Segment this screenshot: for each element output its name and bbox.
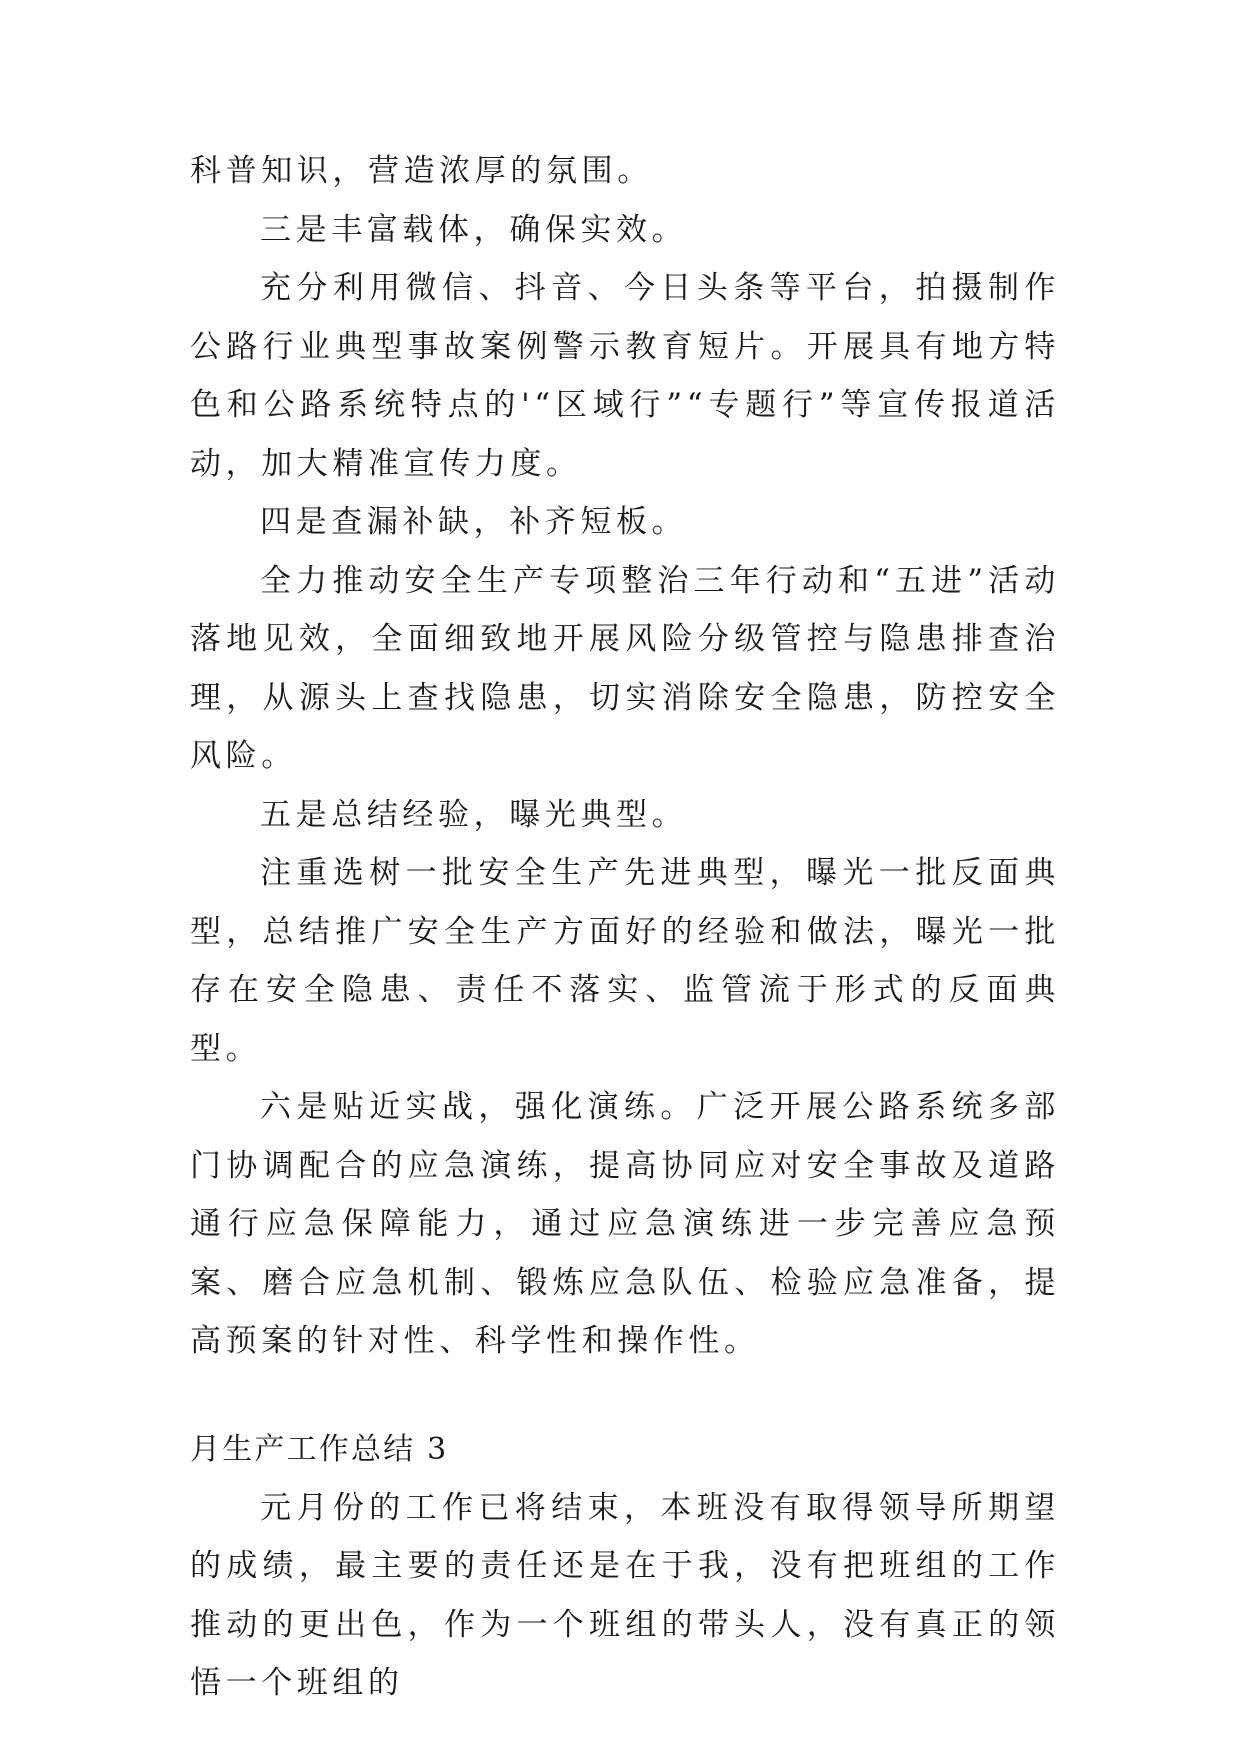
document-page <box>190 142 1060 1713</box>
heading-point-three: 三是丰富载体，确保实效。 <box>260 211 688 248</box>
paragraph-media-platforms: 充分利用微信、抖音、今日头条等平台，拍摄制作公路行业典型事故案例警示教育短片。开展具有地方特色和公路系统特点的'“区域行”“专题行”等宣传报道活动，加大精准宣传力度。 <box>190 270 1060 482</box>
paragraph-january-summary: 元月份的工作已将结束，本班没有取得领导所期望的成绩，最主要的责任还是在于我，没有把班组的工作推动的更出色，作为一个班组的带头人，没有真正的领悟一个班组的 <box>190 1489 1060 1701</box>
section-title: 月生产工作总结 3 <box>190 1431 449 1467</box>
paragraph-special-rectification: 全力推动安全生产专项整治三年行动和“五进”活动落地见效，全面细致地开展风险分级管控与隐患排查治理，从源头上查找隐患，切实消除安全隐患，防控安全风险。 <box>190 562 1060 774</box>
paragraph-emergency-drills: 六是贴近实战，强化演练。广泛开展公路系统多部门协调配合的应急演练，提高协同应对安全事故及道路通行应急保障能力，通过应急演练进一步完善应急预案、磨合应急机制、锻炼应急队伍、检验应急准备，提高预案的针对性、科学性和操作性。 <box>190 1089 1060 1359</box>
heading-point-four: 四是查漏补缺，补齐短板。 <box>260 504 688 540</box>
paragraph-typical-examples: 注重选树一批安全生产先进典型，曝光一批反面典型，总结推广安全生产方面好的经验和做法，曝光一批存在安全隐患、责任不落实、监管流于形式的反面典型。 <box>190 855 1060 1067</box>
heading-point-five: 五是总结经验，曝光典型。 <box>260 796 688 833</box>
paragraph-continuation: 科普知识，营造浓厚的氛围。 <box>190 153 653 189</box>
